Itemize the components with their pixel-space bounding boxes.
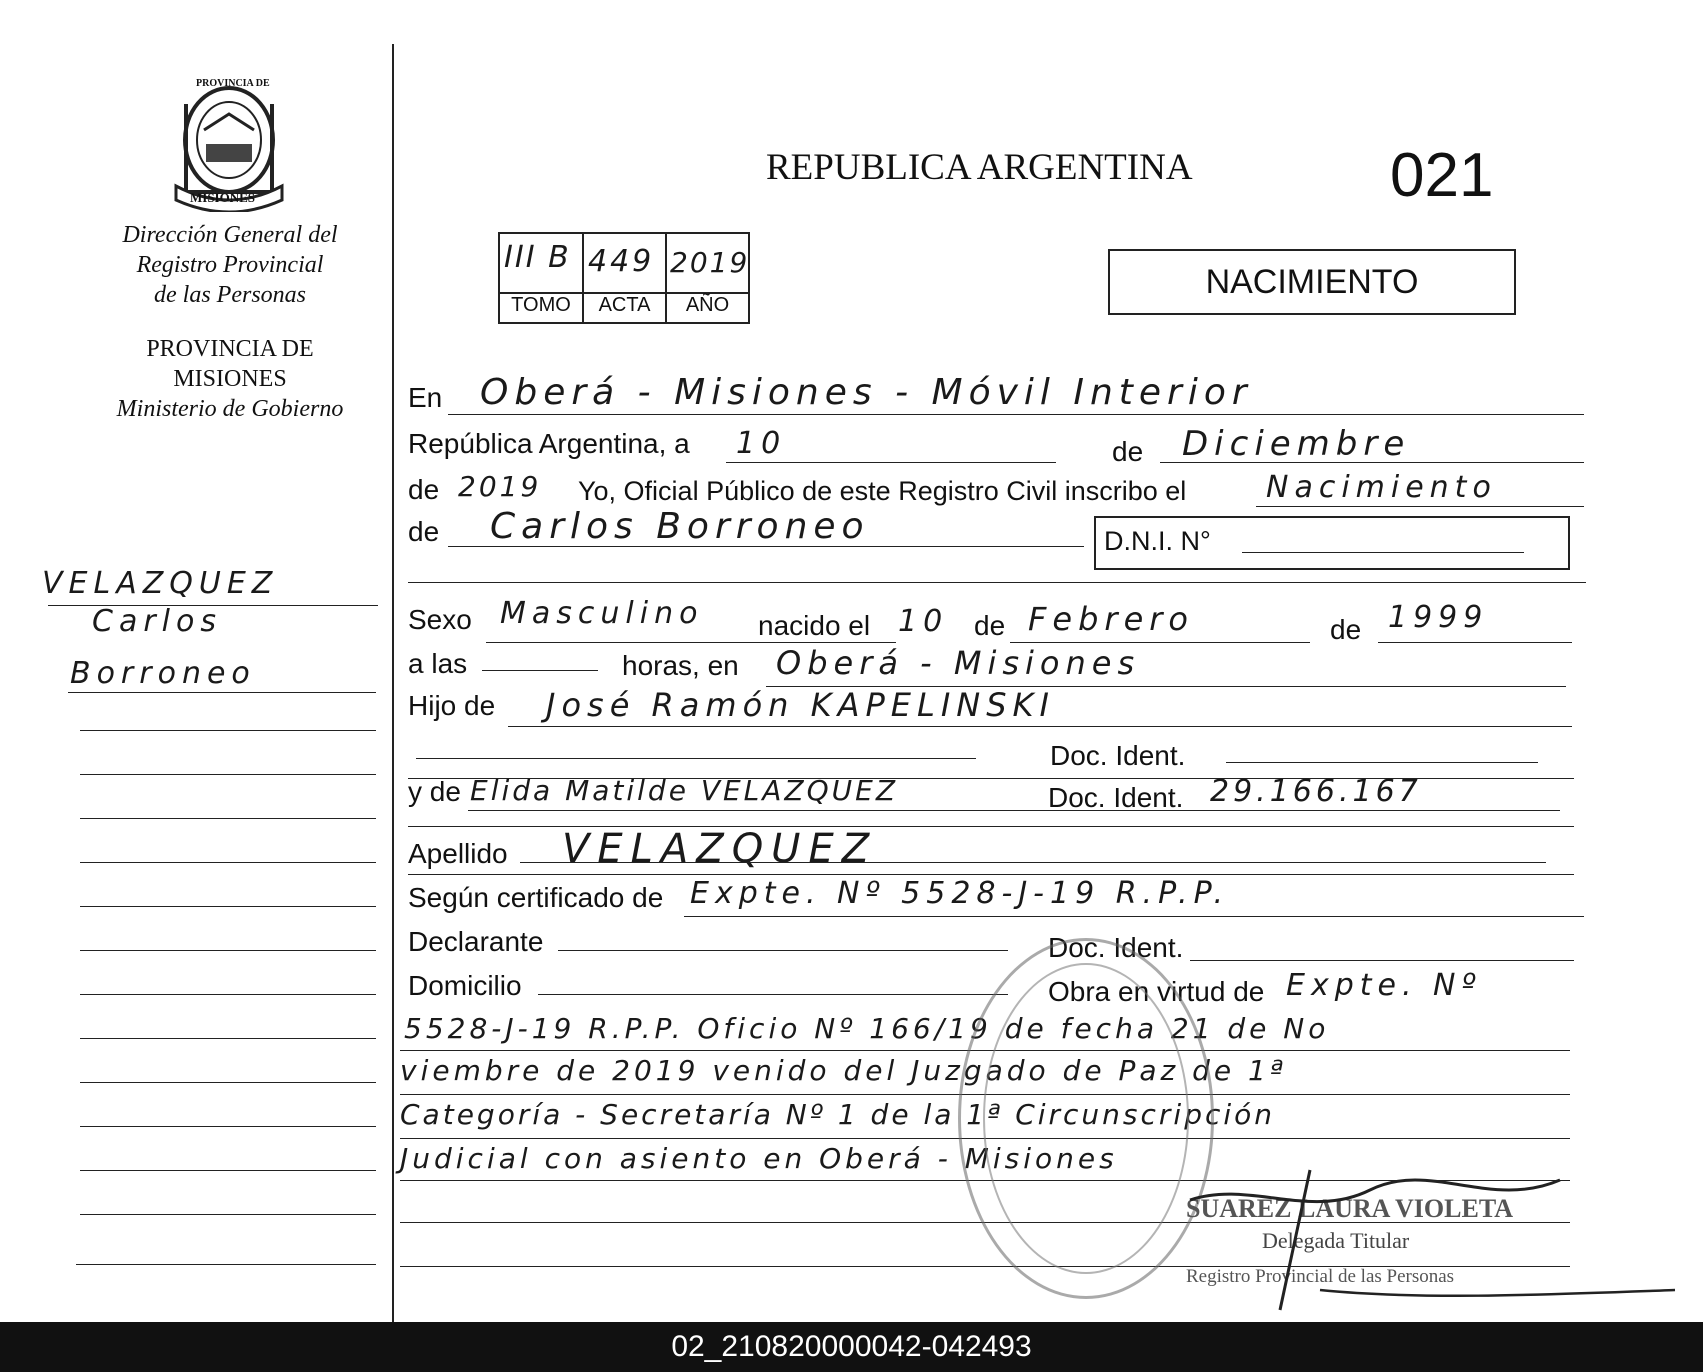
sidebar-rule [80, 1214, 376, 1215]
signature-icon [1160, 1150, 1680, 1320]
place-line [448, 414, 1584, 415]
sidebar-rule [80, 774, 376, 775]
obra-value: Expte. Nº [1286, 968, 1482, 1003]
note-line-2: viembre de 2019 venido del Juzgado de Paz de 1ª [400, 1054, 1288, 1087]
father-extra-line [416, 758, 976, 759]
note-line-3: Categoría - Secretaría Nº 1 de la 1ª Circunscripción [400, 1098, 1276, 1131]
tomo-label: TOMO [511, 294, 571, 316]
father-value: José Ramón KAPELINSKI [546, 686, 1055, 724]
divider-line [408, 874, 1574, 875]
sidebar-rule [80, 730, 376, 731]
birth-month-value: Febrero [1028, 600, 1194, 638]
en-label: En [408, 382, 443, 413]
sidebar-rule [80, 906, 376, 907]
signatory-role: Delegada Titular [1262, 1228, 1410, 1253]
father-line [508, 726, 1572, 727]
birth-month-line [1010, 642, 1310, 643]
mother-line [468, 810, 1560, 811]
horas-label: horas, en [622, 650, 739, 681]
ministry-label: Ministerio de Gobierno [116, 396, 344, 422]
sidebar-rule [80, 1170, 376, 1171]
sidebar-rule [80, 862, 376, 863]
certificate-value: Expte. Nº 5528-J-19 R.P.P. [690, 876, 1230, 911]
doc-ident-line [1226, 762, 1538, 763]
declarante-line [558, 950, 1008, 951]
province-line-2: MISIONES [173, 366, 287, 392]
domicilio-line [538, 994, 1008, 995]
acta-label: ACTA [598, 294, 651, 316]
de4-label: de [974, 610, 1006, 641]
sidebar-rule [80, 1126, 376, 1127]
mother-value: Elida Matilde VELAZQUEZ [470, 774, 899, 807]
page-number: 021 [1390, 141, 1494, 210]
alas-label: a las [408, 648, 468, 679]
sidebar-rule [80, 994, 376, 995]
anio-label: AÑO [685, 294, 730, 316]
margin-note-line-2: Carlos [92, 604, 222, 639]
sidebar-rule [80, 1082, 376, 1083]
note-line-4: Judicial con asiento en Oberá - Misiones [400, 1142, 1118, 1175]
margin-note-line-1: VELAZQUEZ [42, 566, 279, 601]
act-line [1256, 506, 1584, 507]
record-type-box [1108, 249, 1516, 315]
month-value: Diciembre [1182, 424, 1411, 464]
doc-ident-label: Doc. Ident. [1050, 740, 1186, 771]
birth-place-value: Oberá - Misiones [776, 644, 1141, 682]
certificado-label: Según certificado de [408, 882, 664, 913]
footer-bar [0, 1322, 1703, 1372]
ymother-label: y de [408, 776, 461, 807]
de-label: de [1112, 436, 1144, 467]
tomo-value: III B [504, 240, 571, 275]
person-name-value: Carlos Borroneo [490, 506, 870, 547]
apellido-label: Apellido [408, 838, 508, 869]
de3-label: de [408, 516, 440, 547]
signatory-name: SUAREZ LAURA VIOLETA [1186, 1194, 1514, 1223]
doc-ident2-label: Doc. Ident. [1048, 782, 1184, 813]
birth-day-value: 10 [898, 604, 949, 639]
declarante-label: Declarante [408, 926, 544, 957]
anio-value: 2019 [670, 246, 750, 279]
sidebar-divider [392, 44, 394, 1322]
birth-year-line [1378, 642, 1572, 643]
province-line-1: PROVINCIA DE [146, 336, 314, 362]
dni-label: D.N.I. N° [1104, 526, 1211, 556]
office-line-2: Registro Provincial [136, 252, 324, 278]
sidebar-rule [80, 950, 376, 951]
document-id: 02_210820000042-042493 [671, 1330, 1032, 1363]
alas-line [482, 670, 598, 671]
day-line [726, 462, 1056, 463]
person-name-line [448, 546, 1084, 547]
sexo-label: Sexo [408, 604, 472, 635]
obra-label: Obra en virtud de [1048, 976, 1265, 1007]
dni-box [1094, 516, 1570, 570]
sex-line [486, 642, 896, 643]
year-value: 2019 [458, 470, 542, 503]
doc-ident3-line [1190, 960, 1574, 961]
acta-value: 449 [588, 244, 655, 279]
seal-text-top: PROVINCIA DE [196, 78, 270, 89]
surname-value: VELAZQUEZ [562, 826, 878, 872]
republica-label: República Argentina, a [408, 428, 690, 459]
seal-text-bottom: MISIONES [190, 190, 256, 205]
sidebar-rule [80, 1038, 376, 1039]
margin-note-line-3: Borroneo [70, 656, 256, 691]
certificate-line [684, 916, 1584, 917]
day-value: 10 [736, 426, 787, 461]
divider-line [408, 582, 1586, 583]
domicilio-label: Domicilio [408, 970, 522, 1001]
surname-line [520, 862, 1546, 863]
note-line-1: 5528-J-19 R.P.P. Oficio Nº 166/19 de fecha 21 de No [404, 1012, 1330, 1045]
act-value: Nacimiento [1266, 470, 1497, 505]
statement-label: Yo, Oficial Público de este Registro Civil inscribo el [578, 476, 1187, 506]
country-heading: REPUBLICA ARGENTINA [766, 147, 1193, 188]
dni-line [1242, 552, 1524, 553]
mother-doc-value: 29.166.167 [1210, 774, 1422, 809]
office-line-3: de las Personas [154, 282, 306, 308]
nacido-label: nacido el [758, 610, 871, 641]
birth-year-value: 1999 [1388, 600, 1489, 635]
place-value: Oberá - Misiones - Móvil Interior [480, 372, 1253, 413]
signatory-office: Registro Provincial de las Personas [1186, 1266, 1455, 1287]
doc-ident3-label: Doc. Ident. [1048, 932, 1184, 963]
de5-label: de [1330, 614, 1362, 645]
month-line [1160, 462, 1584, 463]
sidebar-rule [68, 692, 376, 693]
sidebar-rule [80, 818, 376, 819]
sex-value: Masculino [500, 596, 704, 631]
record-type-label: NACIMIENTO [1205, 263, 1419, 301]
de2-label: de [408, 474, 440, 505]
hijo-label: Hijo de [408, 690, 496, 721]
office-line-1: Dirección General del [122, 222, 338, 248]
record-number-table [498, 232, 750, 324]
sidebar-rule [76, 1264, 376, 1265]
